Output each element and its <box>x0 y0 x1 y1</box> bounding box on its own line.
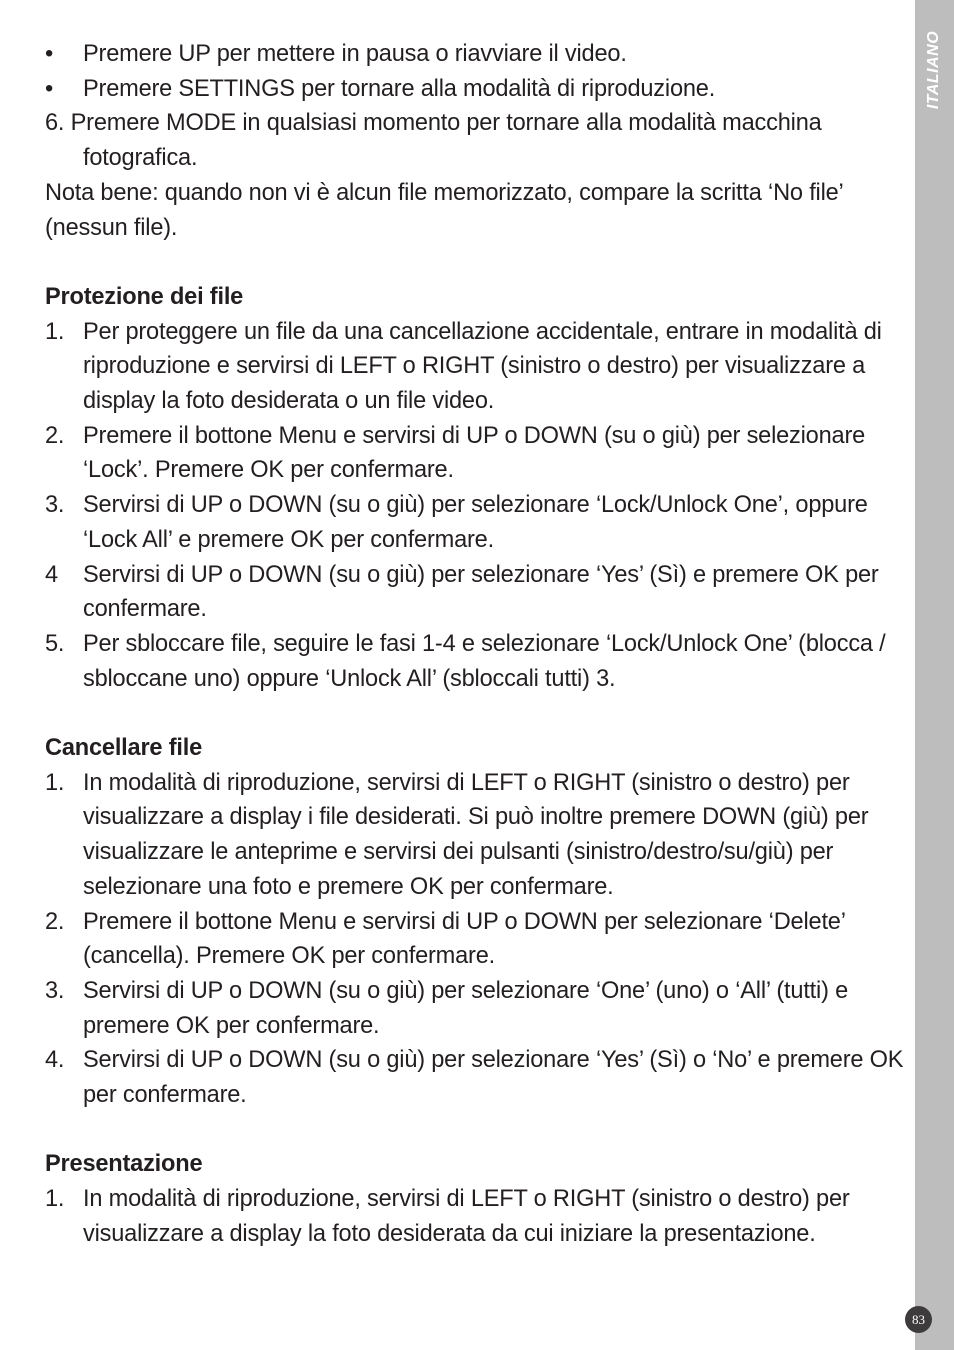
list-item-text: In modalità di riproduzione, servirsi di LEFT o RIGHT (sinistro o destro) per visualizzare a display i file desiderati. Si può inoltre premere DOWN (giù) per visualizzare le anteprime e servirsi dei pulsanti (sinistro/destro/su/giù) per selezionare una foto e premere OK per confermare. <box>83 769 869 900</box>
page-content <box>45 37 907 1252</box>
step-six: 6. Premere MODE in qualsiasi momento per tornare alla modalità macchina fotografica. <box>45 110 822 172</box>
list-item-text: Servirsi di UP o DOWN (su o giù) per selezionare ‘One’ (uno) o ‘All’ (tutti) e premere OK per confermare. <box>83 977 849 1039</box>
list-item-text: Premere SETTINGS per tornare alla modalità di riproduzione. <box>83 75 716 102</box>
list-number: 4. <box>45 1047 65 1074</box>
list-item <box>45 1182 907 1251</box>
bullet-marker: • <box>45 41 54 67</box>
list-number: 1. <box>45 769 65 796</box>
bullet-marker: • <box>45 75 54 102</box>
list-item <box>45 72 907 107</box>
language-tab <box>915 0 954 1350</box>
list-item-text: Premere UP per mettere in pausa o riavviare il video. <box>83 41 627 67</box>
page-number: 83 <box>905 1306 932 1333</box>
list-item <box>45 558 907 627</box>
list-number: 2. <box>45 908 65 935</box>
list-item <box>45 974 907 1043</box>
list-item-text: In modalità di riproduzione, servirsi di LEFT o RIGHT (sinistro o destro) per visualizzare a display la foto desiderata da cui iniziare la presentazione. <box>83 1186 850 1247</box>
list-number: 2. <box>45 422 65 449</box>
section-title-cancellare: Cancellare file <box>45 735 202 762</box>
list-item-text: Per sbloccare file, seguire le fasi 1-4 e selezionare ‘Lock/Unlock One’ (blocca / sbloccane uno) oppure ‘Unlock All’ (sbloccali tutti) 3. <box>83 630 886 692</box>
list-number: 5. <box>45 630 65 657</box>
list-item <box>45 766 907 905</box>
list-item <box>45 488 907 557</box>
list-number: 1. <box>45 1186 65 1213</box>
list-item <box>45 905 907 974</box>
list-item-text: Premere il bottone Menu e servirsi di UP o DOWN (su o giù) per selezionare ‘Lock’. Premere OK per confermare. <box>83 422 866 484</box>
list-item <box>45 627 907 696</box>
section-title-protezione: Protezione dei file <box>45 283 244 310</box>
list-item-text: Per proteggere un file da una cancellazione accidentale, entrare in modalità di riproduzione e servirsi di LEFT o RIGHT (sinistro o destro) per visualizzare a display la foto desiderata o un file video. <box>83 318 882 415</box>
list-number: 3. <box>45 977 65 1004</box>
list-item <box>45 419 907 488</box>
list-item <box>45 1043 907 1112</box>
list-number: 1. <box>45 318 65 345</box>
list-item-text: Servirsi di UP o DOWN (su o giù) per selezionare ‘Yes’ (Sì) o ‘No’ e premere OK per confermare. <box>83 1047 904 1109</box>
list-item-text: Servirsi di UP o DOWN (su o giù) per selezionare ‘Lock/Unlock One’, oppure ‘Lock All’ e premere OK per confermare. <box>83 492 868 553</box>
list-item-text: Premere il bottone Menu e servirsi di UP o DOWN per selezionare ‘Delete’ (cancella). Premere OK per confermare. <box>83 908 845 970</box>
list-number: 3. <box>45 492 65 519</box>
list-item <box>45 315 907 419</box>
list-number: 4 <box>45 561 58 588</box>
list-item <box>45 37 907 72</box>
section-title-presentazione: Presentazione <box>45 1151 203 1178</box>
list-item-text: Servirsi di UP o DOWN (su o giù) per selezionare ‘Yes’ (Sì) e premere OK per confermare. <box>83 561 879 623</box>
note-text: Nota bene: quando non vi è alcun file memorizzato, compare la scritta ‘No file’ (nessun file). <box>45 179 843 241</box>
language-label: ITALIANO <box>925 30 942 110</box>
